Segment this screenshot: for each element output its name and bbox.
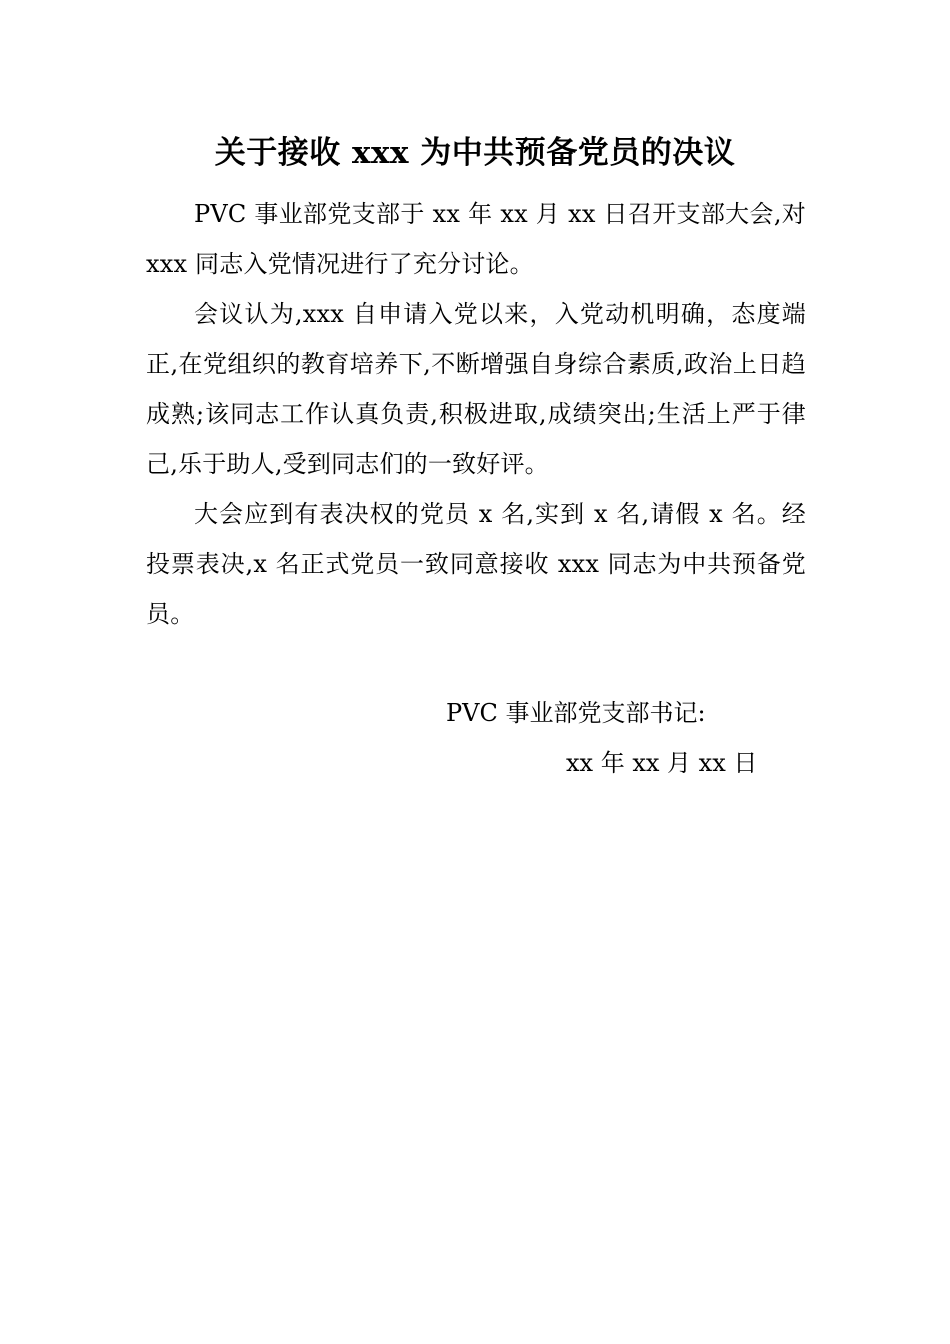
- paragraph-meeting-opinion: 会议认为,xxx 自申请入党以来，入党动机明确，态度端正,在党组织的教育培养下,不断增强自身综合素质,政治上日趋成熟;该同志工作认真负责,积极进取,成绩突出;生活上严于律己,乐于助人,受到同志们的一致好评。: [146, 300, 806, 478]
- date-line: xx 年 xx 月 xx 日: [566, 749, 758, 777]
- paragraph-meeting-notice: PVC 事业部党支部于 xx 年 xx 月 xx 日召开支部大会,对 xxx 同志入党情况进行了充分讨论。: [146, 200, 806, 278]
- paragraph-vote-result: 大会应到有表决权的党员 x 名,实到 x 名,请假 x 名。经投票表决,x 名正式党员一致同意接收 xxx 同志为中共预备党员。: [146, 500, 806, 628]
- signature-line: PVC 事业部党支部书记:: [446, 699, 706, 727]
- document-body: [146, 189, 806, 639]
- document-title: 关于接收 xxx 为中共预备党员的决议: [214, 135, 736, 171]
